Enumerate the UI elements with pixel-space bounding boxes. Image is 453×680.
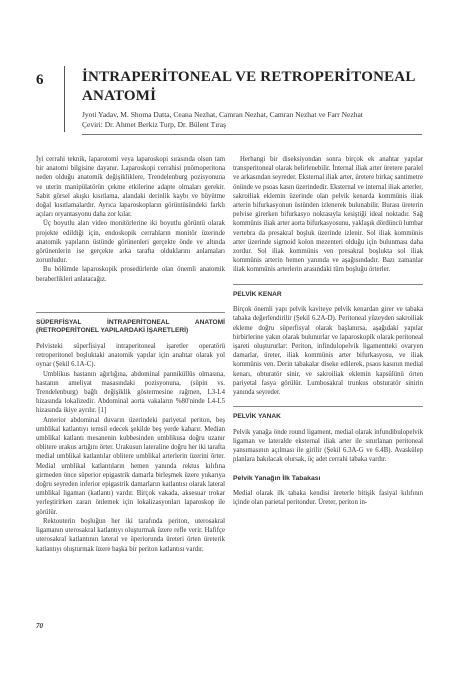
authors-line: Jyoti Yadav, M. Shoma Datta, Ceana Nezhat, Camran Nezhat, Camran Nezhat ve Farr Nezhat <box>82 110 363 119</box>
page-number: 70 <box>36 622 43 630</box>
pelvic-wall-paragraph: Pelvik yanağa önde round ligament, medial olarak infundibulopelvik ligaman ve lateralde eksternal iliak arter ile sınırlanan peritoneal yansımasının açılması ile girilir (Şekil 6.3A-G ve 6.4B). Avaskülер planlara bakılacak olursak, üç adet cerrahi tabaka vardır. <box>233 428 423 464</box>
intro-paragraph: Bu bölümde laparoskopik prosedürlerde olan önemli anatomik beraberlikleri anlatacağız. <box>36 266 225 283</box>
pelvic-wall-layer-paragraph: Medial olarak ilk tabaka kendisi üreterle bitişik fasiyal kılıfının içinde olan parietal peritondur. Üreter, periton in- <box>233 489 423 506</box>
pelvic-edge-paragraph: Birçok önemli yapı pelvik kaviteye pelvik kenardan girer ve tabaka tabaka değerlendirilir (Şekil 6.2A-D). Peritoneal yüzeyden sakroiliak ekleme doğru süperfisyal olarak başlanırsa, aşağıdaki yapılar birbirlerine yakın olarak bulunurlar ve laparoskopik olarak peritoneal işareti oluştururlar: Periton, infindulopelvik ligamentteki ovaryen damarlar, üreter, iliak kommünis arter bifurkasyosu, ve iliak kommünis ven. Derin tabakalar diseke edilerek, psaos kasının medial kenarı, obturatör sinir, ve sakroiliak eklemin kapsülünü örten pariyetal fasya görülür. Lumbosakral trunkus obsturatör sinirin yanında seyreder. <box>233 306 423 397</box>
chapter-number: 6 <box>36 72 44 88</box>
pelvic-wall-heading: PELVİK YANAK <box>233 406 423 422</box>
left-column <box>36 155 225 554</box>
header-divider <box>64 66 65 132</box>
section-paragraph: Rektouterin boşluğun her iki tarafında periton, uterosakral ligamanın uterosakral katlantıyı oluşturmak üzere refle verir. Hafifçe uterosakral katlantının lateral ve üperiorunda üreteri örten üreterik katlantıyı oluşturmak üzere başka bir periton katlantısı vardır. <box>36 517 225 553</box>
translators-line: Çeviri: Dr. Ahmet Berkiz Turp, Dr. Bülent Tıraş <box>82 120 227 129</box>
chapter-credits <box>82 110 442 130</box>
section-paragraph: Umblikus hastanın ağırlığına, abdominal panniküllüs olmasına, hastanın ameliyat masasındaki pozisyonuna, (süpin vs. Trendelenburg) bağlı değişiklik göstermesine rağmen, L3-L4 hizasında lokalizedir. Abdominal aorta vakaların %80'ninde L4-L5 hizasında ikiye ayrılır. [1] <box>36 370 225 415</box>
pelvic-wall-layer-heading: Pelvik Yanağın İlk Tabakası <box>233 474 321 482</box>
chapter-title-line1: İNTRAPERİTONEAL VE RETROPERİTONEAL <box>82 69 416 85</box>
section-paragraph: Anterior abdominal duvarın üzerindeki pariyetal periton, beş umblikal katlantıyı temsil edecek şekilde beş yerde kabarır. Median umblikal katlantı mesanenin kubbesinden umblikusa doğru uzanır obliterе urakus artığını örter. Urakusun lateraline doğru her iki tarafta medial umblikal katlantılar obliterе umblikal arterlerin üzerini örter. Medial umblikal katlantıların hemen yanında rektus kılıfına girmeden önce süperior epigastrik damarla birleşmek üzere yukarıya doğru seyreden inferior epigastrik damarların katlantısı olarak lateral umblikal ligaman (katlantı) vardır. Birçok vakada, aksesuar trokar yerleştirirken zararı önlemek için lokalizasyonları laparoskop ile görülür. <box>36 416 225 516</box>
intro-paragraph: Üç boyutlu alan video monitörlerine iki boyutlu görüntü olarak projekte edildiği için, endoskopik cerrahların monitör üzerinde anatomik yapıların üstünde görünenleri gerçekte önde ve altında görünenlerin ise gerçekte arka tarafta olduklarını anlamaları zorunludur. <box>36 220 225 265</box>
chapter-title-line2: ANATOMİ <box>82 88 157 104</box>
right-column <box>233 155 423 507</box>
section-paragraph: Pelvisteki süperfisiyal intraperitoneal işaretler operatörü retroperitonel boşluktaki anatomik yapılar için anahtar olarak yol oynar (Şekil 6.1A-C). <box>36 343 225 369</box>
intro-paragraph: İyi cerrahi teknik, laparotomi veya laparoskopi sırasında olsun tam bir anatomi bilgisine dayanır. Laparoskopi cerrahisi pnömoperitona neden olduğu anatomik değişikliklere, Trendelenburg pozisyonuna ve uterin manipülatörün çekme etkilerine adapte olmaları gerekir. Sabit görsel akışkı kısıtlama, alandaki derinlik kaybı ve büyütme doğal kısıtlamalardır. Ayrıca laparoskopların görüntüsündeki farklı açıları oryantasyonu daha zor kılar. <box>36 156 225 219</box>
body-paragraph: Herhangi bir diseksiyondan sonra birçok ek anahtar yapılar transperitoneal olarak belirlenebilir. İnternal iliak arter üretere paralel ve arkasından seyreder. Eksternal iliak arter, üretere birkaç santimetre önünde ve psoas kasın üzerindedir. Eksternal ve internal iliak arterler, sakroiliak eklemin üzerinde olan pelvik kenarda kommünis iliak arterin bifurkasyonun üstünden izlenerek bulunabilir. Burası üreterin pelvise girerken bifurkasyo noktasıyla kesiştiği ideal noktadır. Sağ kommünis iliak arter aorta bifurkasyosunu, yaklaşık dördüncü lumbar vertebra da presakral boşluk üzerinde izlenir. Sol iliak kommünis arter üzerinde sigmoid kolon mezenteri olduğu için bulunması daha zordur. Sol iliak kommünis ven presakral boşlukta sol iliak kommünis arterin hemen yanında ve aşağısındadır. Bazı zamanlar iliak kommünis arterlerin arasındaki tüm boşluğu örterler. <box>233 156 423 274</box>
chapter-title <box>82 68 422 106</box>
header-rule <box>82 134 422 135</box>
section-heading: SÜPERFİSYAL İNTRAPERİTONEAL ANATOMİ (RETROPERİTONEL YAPILARDAKİ İŞARETLERİ) <box>36 312 225 336</box>
pelvic-edge-heading: PELVİK KENAR <box>233 284 423 300</box>
